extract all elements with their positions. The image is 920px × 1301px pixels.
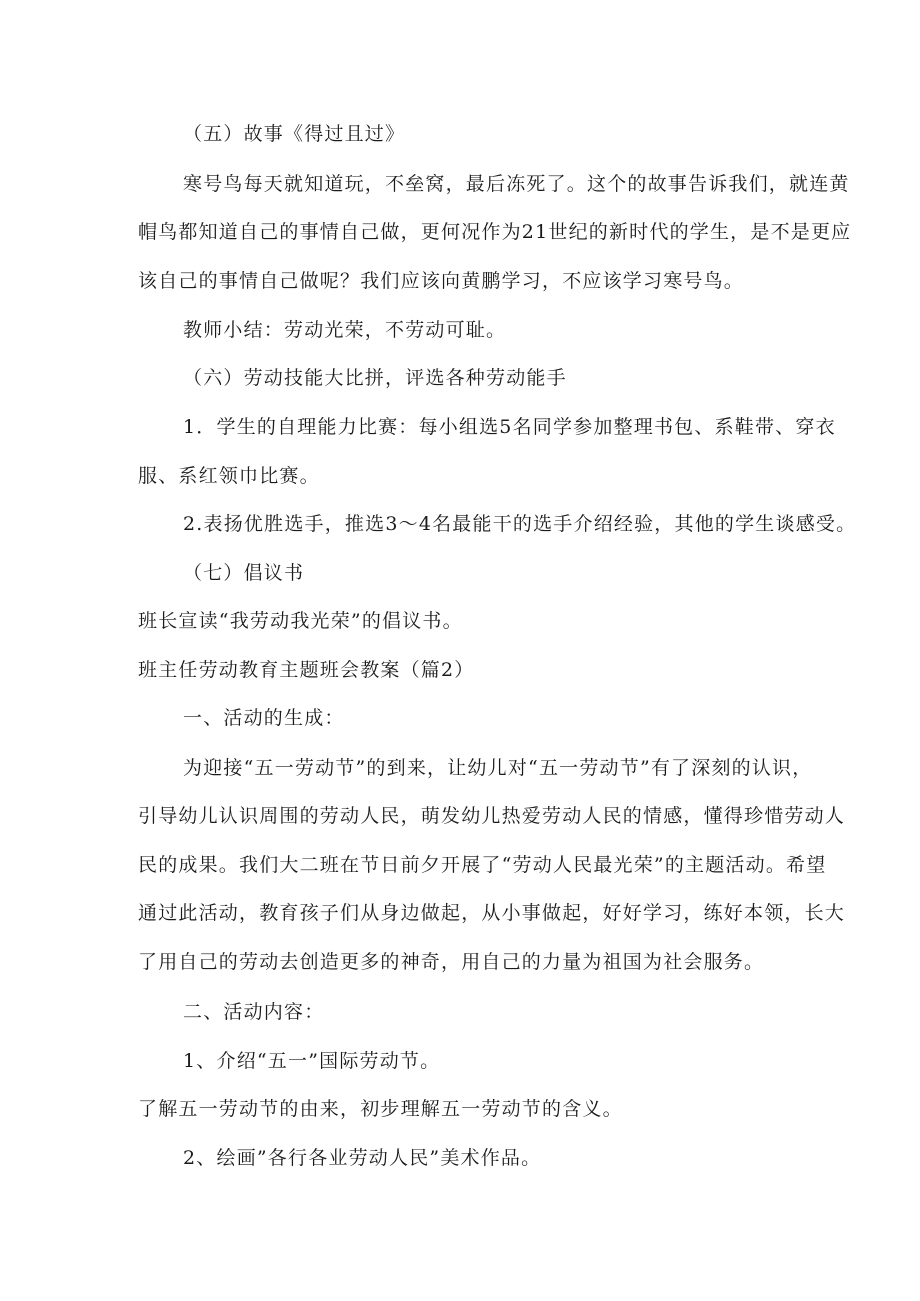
paragraph-line: 教师小结：劳动光荣，不劳动可耻。: [183, 319, 507, 341]
paragraph-line: 通过此活动，教育孩子们从身边做起，从小事做起，好好学习，练好本领，长大: [138, 902, 846, 924]
list-item: 1、介绍“五一”国际劳动节。: [183, 1050, 441, 1072]
paragraph-line: 服、系红领巾比赛。: [138, 465, 320, 487]
section-heading-story: （五）故事《得过且过》: [183, 123, 406, 145]
paragraph-line: 帽鸟都知道自己的事情自己做，更何况作为21世纪的新时代的学生，是不是更应: [138, 221, 852, 243]
paragraph-line: 引导幼儿认识周围的劳动人民，萌发幼儿热爱劳动人民的情感，懂得珍惜劳动人: [138, 805, 846, 827]
paragraph-line: 班长宣读“我劳动我光荣”的倡议书。: [138, 610, 463, 632]
section-heading-origin: 一、活动的生成：: [183, 707, 345, 729]
paragraph-line: 了解五一劳动节的由来，初步理解五一劳动节的含义。: [138, 1098, 623, 1120]
section-heading-skills: （六）劳动技能大比拼，评选各种劳动能手: [183, 367, 567, 389]
paragraph-line: 2.表扬优胜选手，推选3〜4名最能干的选手介绍经验，其他的学生谈感受。: [183, 513, 857, 535]
paragraph-line: 寒号鸟每天就知道玩，不垒窝，最后冻死了。这个的故事告诉我们，就连黄: [183, 173, 850, 195]
paragraph-line: 了用自己的劳动去创造更多的神奇，用自己的力量为祖国为社会服务。: [138, 951, 765, 973]
list-item: 2、绘画”各行各业劳动人民”美术作品。: [183, 1147, 542, 1169]
section-heading-content: 二、活动内容：: [183, 1001, 325, 1023]
paragraph-line: 为迎接“五一劳动节”的到来，让幼儿对“五一劳动节”有了深刻的认识，: [183, 757, 813, 779]
paragraph-line: 民的成果。我们大二班在节日前夕开展了“劳动人民最光荣”的主题活动。希望: [138, 854, 827, 876]
paragraph-line: 1．学生的自理能力比赛：每小组选5名同学参加整理书包、系鞋带、穿衣: [183, 416, 836, 438]
section-heading-proposal: （七）倡议书: [183, 562, 305, 584]
paragraph-line: 该自己的事情自己做呢？我们应该向黄鹏学习，不应该学习寒号鸟。: [138, 270, 745, 292]
document-title-part2: 班主任劳动教育主题班会教案（篇2）: [138, 659, 475, 681]
